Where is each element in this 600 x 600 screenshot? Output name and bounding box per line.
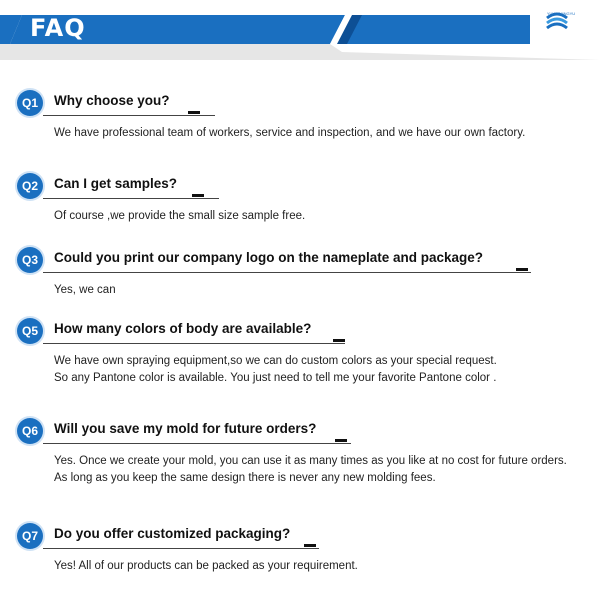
- answer-paragraph: We have own spraying equipment,so we can do custom colors as your special request.: [54, 355, 497, 367]
- question-badge: Q6: [17, 418, 43, 444]
- question-underline-dash: [333, 339, 345, 342]
- answer-paragraph: As long as you keep the same design there is never any new molding fees.: [54, 472, 436, 484]
- question-underline-dash: [188, 111, 200, 114]
- page-title: FAQ: [30, 14, 86, 42]
- question-underline-dash: [304, 544, 316, 547]
- company-logo: [544, 10, 578, 16]
- question-badge: Q3: [17, 247, 43, 273]
- answer-paragraph: Yes! All of our products can be packed as your requirement.: [54, 560, 358, 572]
- answer-text: [54, 282, 587, 299]
- question-underline-dash: [192, 194, 204, 197]
- question-badge: Q7: [17, 523, 43, 549]
- answer-text: [54, 558, 587, 575]
- faq-item-q3: [17, 247, 587, 299]
- question-badge: Q2: [17, 173, 43, 199]
- header-banner: [0, 0, 600, 60]
- question-text: Can I get samples?: [54, 176, 178, 191]
- faq-item-q5: [17, 318, 587, 387]
- question-underline: [43, 272, 531, 273]
- question-text: How many colors of body are available?: [54, 321, 312, 336]
- question-text: Will you save my mold for future orders?: [54, 421, 317, 436]
- question-text: Why choose you?: [54, 93, 170, 108]
- answer-text: [54, 125, 587, 142]
- question-badge: Q1: [17, 90, 43, 116]
- faq-item-q2: [17, 173, 587, 225]
- answer-paragraph: Yes, we can: [54, 284, 116, 296]
- question-text: Do you offer customized packaging?: [54, 526, 291, 541]
- answer-paragraph: Yes. Once we create your mold, you can use it as many times as you like at no cost for future orders.: [54, 455, 567, 467]
- question-text: Could you print our company logo on the nameplate and package?: [54, 250, 484, 265]
- question-underline: [43, 198, 219, 199]
- faq-item-q7: [17, 523, 587, 575]
- answer-text: [54, 453, 587, 487]
- question-underline-dash: [516, 268, 528, 271]
- logo-text: YUYAOJINGYU: [546, 11, 576, 16]
- question-underline: [43, 443, 351, 444]
- faq-item-q6: [17, 418, 587, 487]
- question-underline: [43, 343, 345, 344]
- faq-header: [0, 0, 600, 60]
- answer-paragraph: Of course ,we provide the small size sample free.: [54, 210, 306, 222]
- faq-item-q1: [17, 90, 587, 142]
- question-badge: Q5: [17, 318, 43, 344]
- answer-text: [54, 208, 587, 225]
- question-underline: [43, 548, 319, 549]
- logo-icon: [544, 10, 570, 32]
- answer-text: [54, 353, 587, 387]
- answer-paragraph: We have professional team of workers, service and inspection, and we have our own factory.: [54, 127, 526, 139]
- answer-paragraph: So any Pantone color is available. You just need to tell me your favorite Pantone color .: [54, 372, 497, 384]
- question-underline: [43, 115, 215, 116]
- question-underline-dash: [335, 439, 347, 442]
